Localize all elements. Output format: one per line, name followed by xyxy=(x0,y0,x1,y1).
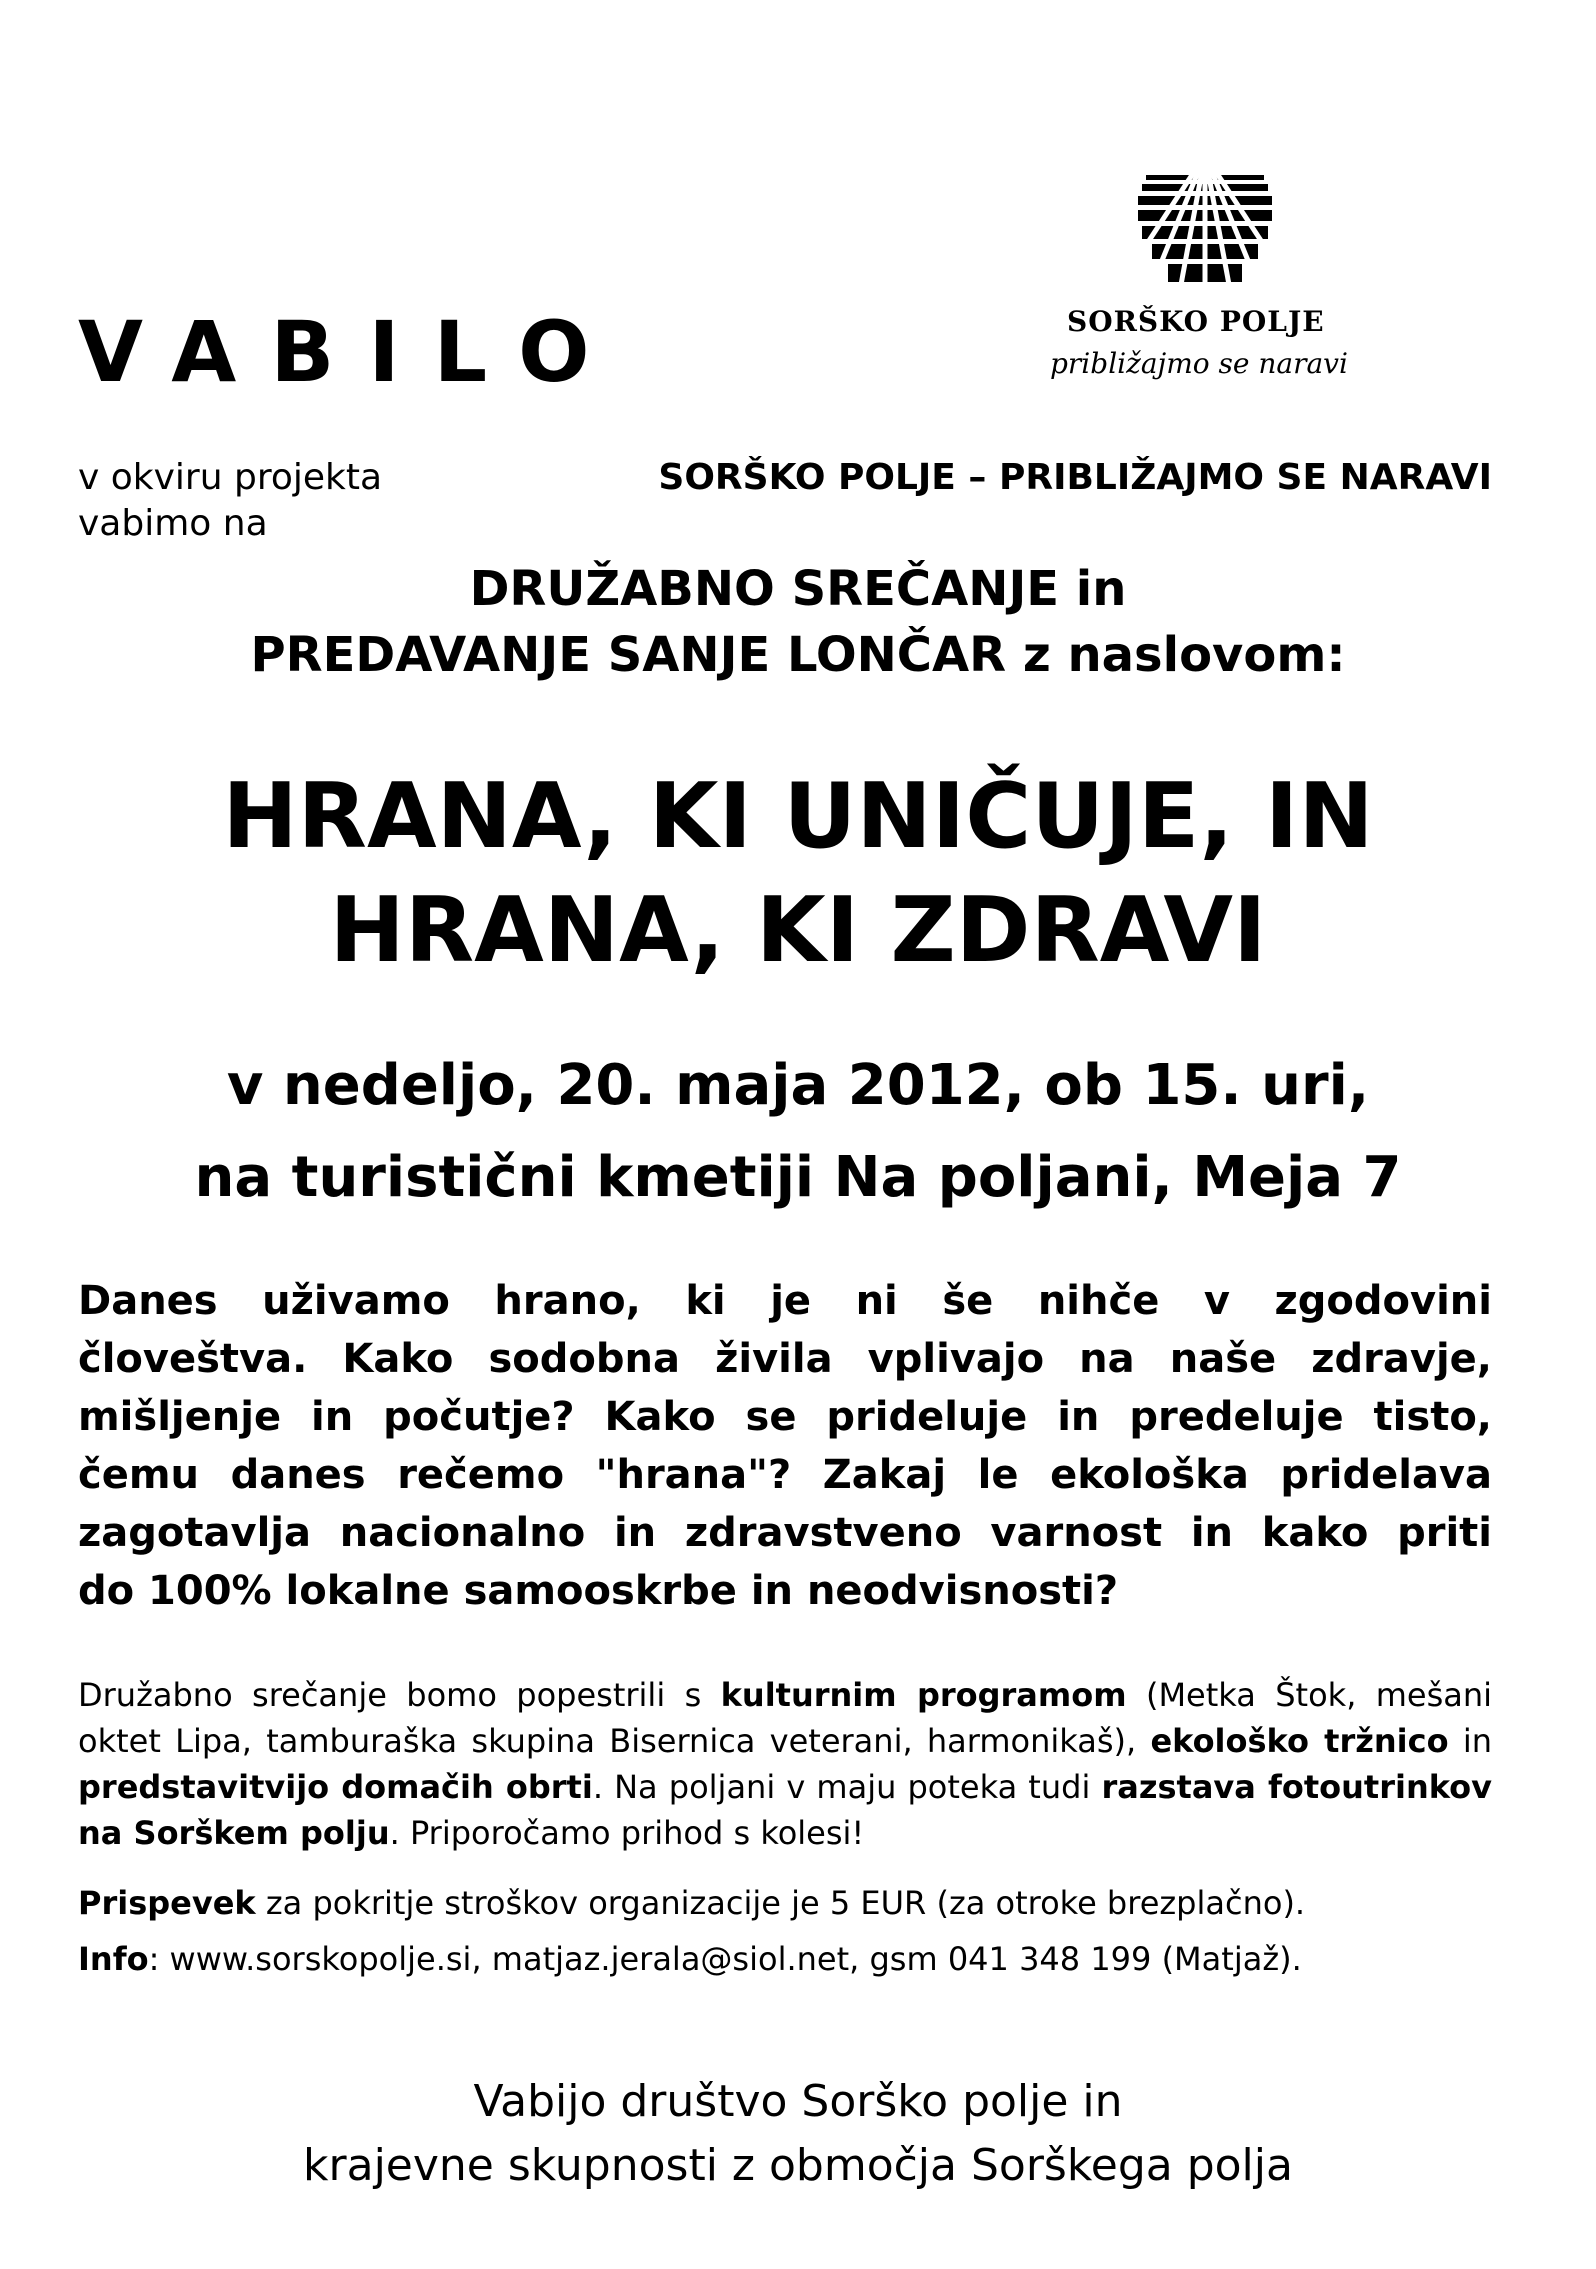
lecture-title xyxy=(0,760,1596,988)
program-text: Družabno srečanje bomo popestrili s xyxy=(78,1676,702,1714)
program-text: . Priporočamo prihod s kolesi! xyxy=(389,1814,865,1852)
footer-line-2: krajevne skupnosti z območja Sorškega polja xyxy=(303,2140,1293,2191)
lecture-description xyxy=(78,1272,1492,1620)
program-paragraph xyxy=(78,1672,1492,1856)
program-text: (Metka Štok, mešani oktet Lipa, tamburaška skupina Bisernica veterani, harmonikaš), xyxy=(78,1676,1493,1760)
program-highlight: kulturnim programom xyxy=(720,1676,1127,1714)
description-line: do 100% lokalne samooskrbe in neodvisnosti? xyxy=(78,1568,1119,1614)
intro-suffix: vabimo na xyxy=(78,503,268,544)
project-name: SORŠKO POLJE – PRIBLIŽAJMO SE NARAVI xyxy=(658,457,1492,498)
contribution-text: za pokritje stroškov organizacije je 5 EUR (za otroke brezplačno). xyxy=(255,1884,1306,1922)
intro-prefix: v okviru projekta xyxy=(78,457,383,498)
description-line: Danes uživamo hrano, ki je ni še nihče v zgodovini xyxy=(78,1278,1492,1324)
sunrise-logo-icon xyxy=(1130,175,1280,285)
event-date-time: v nedeljo, 20. maja 2012, ob 15. uri, xyxy=(226,1053,1370,1118)
description-line: zagotavlja nacionalno in zdravstveno varnost in kako priti xyxy=(78,1510,1492,1556)
program-highlight: predstavitvijo domačih obrti xyxy=(78,1768,593,1806)
logo-name: SORŠKO POLJE xyxy=(1067,305,1325,338)
contribution-line xyxy=(78,1880,1305,1926)
program-text: . Na poljani v maju poteka tudi xyxy=(592,1768,1091,1806)
lecture-title-line-1: HRANA, KI UNIČUJE, IN xyxy=(222,764,1374,869)
logo xyxy=(1050,175,1390,405)
description-line: čemu danes rečemo "hrana"? Zakaj le ekološka pridelava xyxy=(78,1452,1492,1498)
event-location: na turistični kmetiji Na poljani, Meja 7 xyxy=(194,1145,1402,1210)
footer xyxy=(0,2070,1596,2198)
contribution-label: Prispevek xyxy=(78,1884,256,1922)
info-line xyxy=(78,1936,1302,1982)
footer-line-1: Vabijo društvo Sorško polje in xyxy=(473,2076,1123,2127)
program-text: in xyxy=(1462,1722,1492,1760)
description-line: mišljenje in počutje? Kako se prideluje in predeluje tisto, xyxy=(78,1394,1492,1440)
page-title: VABILO xyxy=(78,303,624,401)
event-type-line-2: PREDAVANJE SANJE LONČAR z naslovom: xyxy=(250,627,1346,683)
lecture-title-line-2: HRANA, KI ZDRAVI xyxy=(329,878,1267,983)
program-highlight: razstava fotoutrinkov na Sorškem polju xyxy=(78,1768,1493,1852)
info-label: Info xyxy=(78,1940,149,1978)
event-type-line-1: DRUŽABNO SREČANJE in xyxy=(469,561,1127,617)
event-type xyxy=(0,556,1596,688)
description-line: človeštva. Kako sodobna živila vplivajo na naše zdravje, xyxy=(78,1336,1492,1382)
program-highlight: ekološko tržnico xyxy=(1150,1722,1449,1760)
info-text: : www.sorskopolje.si, matjaz.jerala@siol.net, gsm 041 348 199 (Matjaž). xyxy=(148,1940,1302,1978)
intro-text xyxy=(78,455,1492,547)
logo-slogan: približajmo se naravi xyxy=(1050,347,1348,380)
event-details xyxy=(0,1040,1596,1224)
